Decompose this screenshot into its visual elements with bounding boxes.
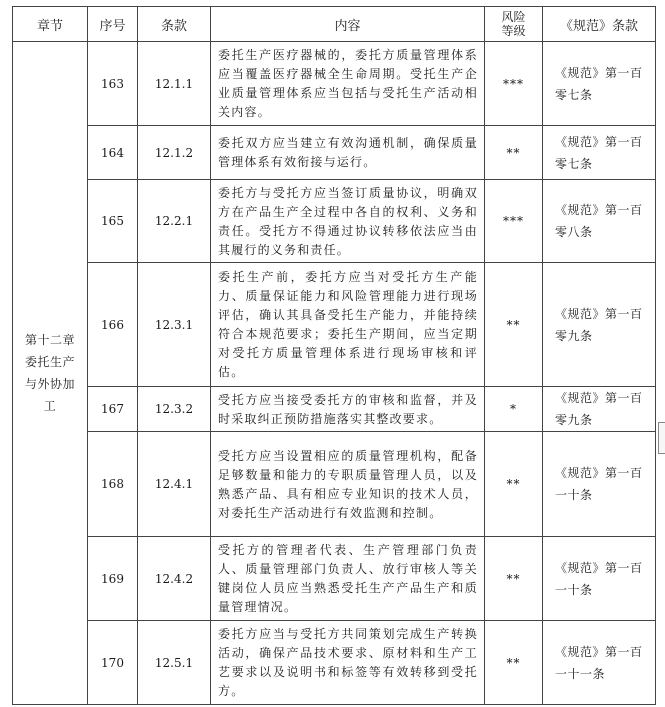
seq-cell: 166 — [88, 263, 138, 387]
seq-cell: 170 — [88, 621, 138, 705]
seq-cell: 164 — [88, 126, 138, 180]
seq-cell: 168 — [88, 432, 138, 537]
clause-cell: 12.1.1 — [138, 42, 211, 126]
content-cell: 委托方与受托方应当签订质量协议，明确双方在产品生产全过程中各自的权利、义务和责任。受托方不得通过协议转移依法应当由其履行的义务和责任。 — [211, 180, 485, 263]
clause-cell: 12.3.1 — [138, 263, 211, 387]
clause-cell: 12.3.2 — [138, 387, 211, 432]
risk-cell: ** — [485, 126, 543, 180]
table-row — [13, 432, 656, 537]
header-content: 内容 — [211, 7, 485, 42]
content-cell: 受托方的管理者代表、生产管理部门负责人、质量管理部门负责人、放行审核人等关键岗位人员应当熟悉受托生产产品生产和质量管理情况。 — [211, 537, 485, 621]
table-row — [13, 263, 656, 387]
clause-cell: 12.2.1 — [138, 180, 211, 263]
risk-cell: * — [485, 387, 543, 432]
ref-cell: 《规范》第一百一十条 — [543, 432, 656, 537]
table-row — [13, 42, 656, 126]
ref-cell: 《规范》第一百零七条 — [543, 126, 656, 180]
risk-cell: ** — [485, 432, 543, 537]
ref-cell: 《规范》第一百一十一条 — [543, 621, 656, 705]
seq-cell: 169 — [88, 537, 138, 621]
side-scroll-tab[interactable] — [658, 422, 665, 454]
clause-cell: 12.4.2 — [138, 537, 211, 621]
ref-cell: 《规范》第一百零九条 — [543, 263, 656, 387]
table-row — [13, 537, 656, 621]
header-clause: 条款 — [138, 7, 211, 42]
header-seq: 序号 — [88, 7, 138, 42]
seq-cell: 167 — [88, 387, 138, 432]
table-row — [13, 180, 656, 263]
table-row — [13, 621, 656, 705]
content-cell: 受托方应当设置相应的质量管理机构，配备足够数量和能力的专职质量管理人员，以及熟悉产品、具有相应专业知识的技术人员，对委托生产活动进行有效监测和控制。 — [211, 432, 485, 537]
clause-cell: 12.4.1 — [138, 432, 211, 537]
seq-cell: 163 — [88, 42, 138, 126]
seq-cell: 165 — [88, 180, 138, 263]
ref-cell: 《规范》第一百零七条 — [543, 42, 656, 126]
header-risk — [485, 7, 543, 42]
clause-cell: 12.5.1 — [138, 621, 211, 705]
chapter-cell: 第十二章委托生产与外协加工 — [13, 42, 88, 705]
content-cell: 委托生产前，委托方应当对受托方生产能力、质量保证能力和风险管理能力进行现场评估，确认其具备受托生产能力，并能持续符合本规范要求；委托生产期间，应当定期对受托方质量管理体系进行现场审核和评估。 — [211, 263, 485, 387]
risk-cell: ** — [485, 263, 543, 387]
risk-cell: ** — [485, 621, 543, 705]
header-ref: 《规范》条款 — [543, 7, 656, 42]
clause-cell: 12.1.2 — [138, 126, 211, 180]
header-risk-line1: 风险 — [501, 10, 526, 24]
regulation-table — [12, 6, 656, 705]
table-row — [13, 126, 656, 180]
risk-cell: *** — [485, 42, 543, 126]
header-chapter: 章节 — [13, 7, 88, 42]
ref-cell: 《规范》第一百零九条 — [543, 387, 656, 432]
content-cell: 委托方应当与受托方共同策划完成生产转换活动，确保产品技术要求、原材料和生产工艺要求以及说明书和标签等有效转移到受托方。 — [211, 621, 485, 705]
risk-cell: *** — [485, 180, 543, 263]
table-row — [13, 387, 656, 432]
ref-cell: 《规范》第一百零八条 — [543, 180, 656, 263]
content-cell: 委托双方应当建立有效沟通机制，确保质量管理体系有效衔接与运行。 — [211, 126, 485, 180]
header-row — [13, 7, 656, 42]
ref-cell: 《规范》第一百一十条 — [543, 537, 656, 621]
content-cell: 委托生产医疗器械的，委托方质量管理体系应当覆盖医疗器械全生命周期。受托生产企业质量管理体系应当包括与受托生产活动相关内容。 — [211, 42, 485, 126]
risk-cell: ** — [485, 537, 543, 621]
header-risk-line2: 等级 — [501, 24, 526, 38]
content-cell: 受托方应当接受委托方的审核和监督，并及时采取纠正预防措施落实其整改要求。 — [211, 387, 485, 432]
